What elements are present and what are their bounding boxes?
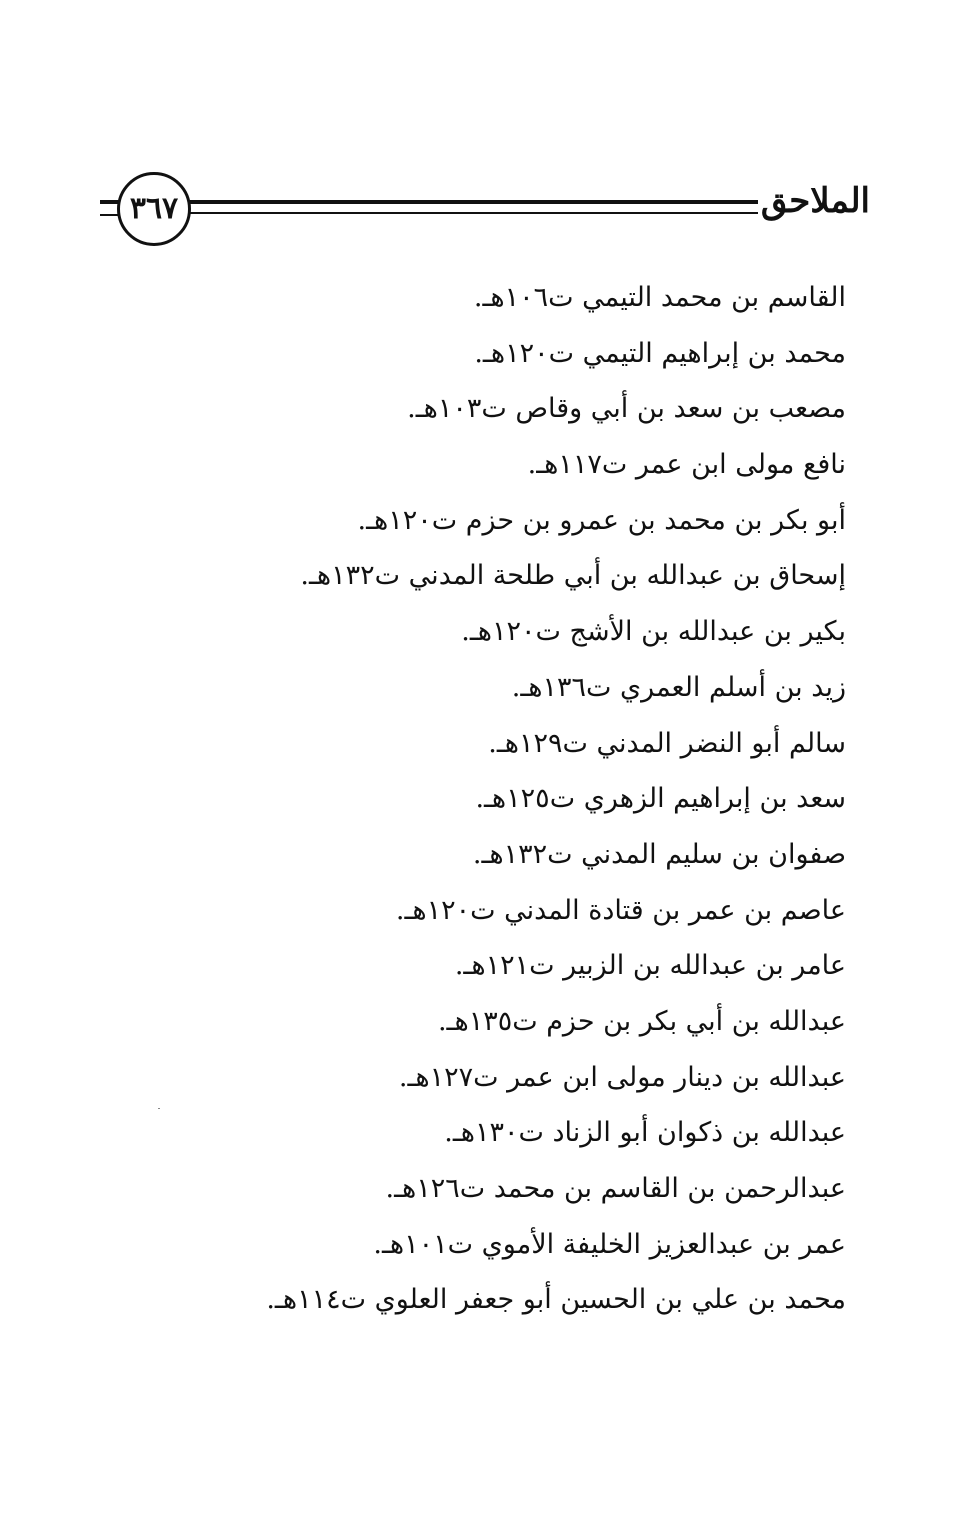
list-item: محمد بن إبراهيم التيمي ت١٢٠هـ. — [474, 337, 846, 369]
list-item: عبدالله بن ذكوان أبو الزناد ت١٣٠هـ. — [444, 1117, 846, 1149]
list-item: صفوان بن سليم المدني ت١٣٢هـ. — [472, 838, 846, 870]
list-item: سالم أبو النضر المدني ت١٢٩هـ. — [488, 727, 846, 759]
list-item: مصعب بن سعد بن أبي وقاص ت١٠٣هـ. — [407, 393, 846, 425]
list-item: زيد بن أسلم العمري ت١٣٦هـ. — [511, 671, 846, 703]
list-item: أبو بكر بن محمد بن عمرو بن حزم ت١٢٠هـ. — [357, 504, 846, 536]
list-item: عبدالرحمن بن القاسم بن محمد ت١٢٦هـ. — [385, 1173, 846, 1204]
page-number: ٣٦٧ — [117, 172, 191, 246]
header-rule — [186, 200, 758, 214]
list-item: عامر بن عبدالله بن الزبير ت١٢١هـ. — [454, 950, 846, 982]
narrator-list — [226, 270, 846, 1328]
list-item: بكير بن عبدالله بن الأشج ت١٢٠هـ. — [461, 616, 846, 648]
list-item: محمد بن علي بن الحسين أبو جعفر العلوي ت١١٤هـ. — [266, 1284, 846, 1316]
list-item: عبدالله بن دينار مولى ابن عمر ت١٢٧هـ. — [398, 1061, 846, 1093]
list-item: القاسم بن محمد التيمي ت١٠٦هـ. — [473, 282, 846, 313]
page-header — [100, 172, 870, 248]
section-title: الملاحق — [760, 181, 870, 221]
list-item: سعد بن إبراهيم الزهري ت١٢٥هـ. — [475, 783, 846, 815]
list-item: عاصم بن عمر بن قتادة المدني ت١٢٠هـ. — [395, 894, 846, 926]
list-item: عبدالله بن أبي بكر بن حزم ت١٣٥هـ. — [437, 1005, 846, 1037]
list-item: عمر بن عبدالعزيز الخليفة الأموي ت١٠١هـ. — [373, 1228, 846, 1260]
list-item: إسحاق بن عبدالله بن أبي طلحة المدني ت١٣٢هـ. — [300, 560, 846, 592]
scan-speck — [158, 1108, 160, 1109]
list-item: نافع مولى ابن عمر ت١١٧هـ. — [527, 449, 846, 481]
